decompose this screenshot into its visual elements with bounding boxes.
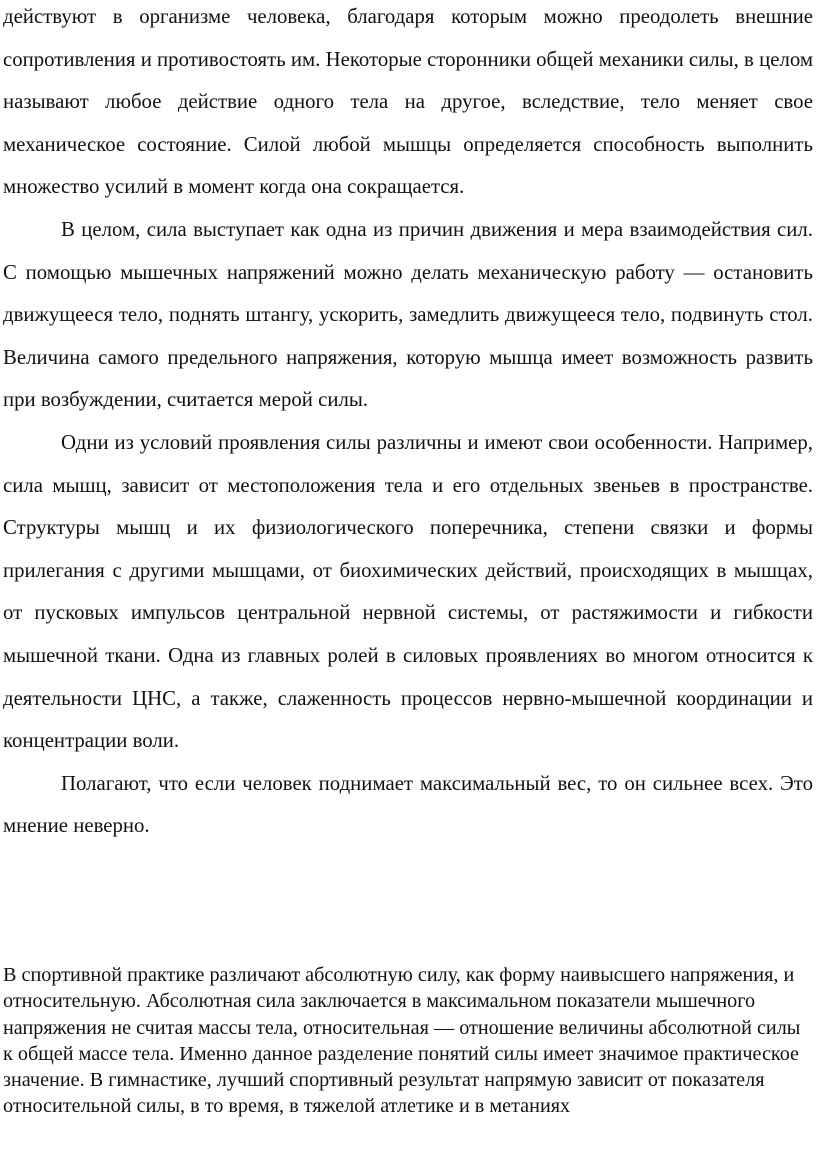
paragraph-muscle-force-definition: действуют в организме человека, благодаря которым можно преодолеть внешние сопротивления и противостоять им. Некоторые сторонники общей механики силы, в целом называют любое действие одного тела на другое, вследствие, тело меняет свое механическое состояние. Силой любой мышцы определяется способность выполнить множество усилий в момент когда она сокращается. — [3, 5, 813, 199]
paragraph-absolute-relative-force: В спортивной практике различают абсолютную силу, как форму наивысшего напряжения, и относительную. Абсолютная сила заключается в максимальном показатели мышечного напряжения не считая массы тела, относительная — отношение величины абсолютной силы к общей массе тела. Именно данное разделение понятий силы имеет значимое практическое значение. В гимнастике, лучший спортивный результат напрямую зависит от показателя относительной силы, в то время, в тяжелой атлетике и в метаниях — [3, 964, 801, 1118]
paragraph-max-weight-opinion: Полагают, что если человек поднимает максимальный вес, то он сильнее всех. Это мнение неверно. — [3, 771, 813, 838]
tail-text-block — [3, 962, 809, 1120]
main-text-block — [3, 0, 813, 848]
paragraph-force-as-measure: В целом, сила выступает как одна из причин движения и мера взаимодействия сил. С помощью мышечных напряжений можно делать механическую работу — остановить движущееся тело, поднять штангу, ускорить, замедлить движущееся тело, подвинуть стол. Величина самого предельного напряжения, которую мышца имеет возможность развить при возбуждении, считается мерой силы. — [3, 217, 813, 412]
paragraph-force-conditions: Одни из условий проявления силы различны и имеют свои особенности. Например, сила мышц, зависит от местоположения тела и его отдельных звеньев в пространстве. Структуры мышц и их физиологического поперечника, степени связки и формы прилегания с другими мышцами, от биохимических действий, происходящих в мышцах, от пусковых импульсов центральной нервной системы, от растяжимости и гибкости мышечной ткани. Одна из главных ролей в силовых проявлениях во многом относится к деятельности ЦНС, а также, слаженность процессов нервно-мышечной координации и концентрации воли. — [3, 430, 813, 753]
